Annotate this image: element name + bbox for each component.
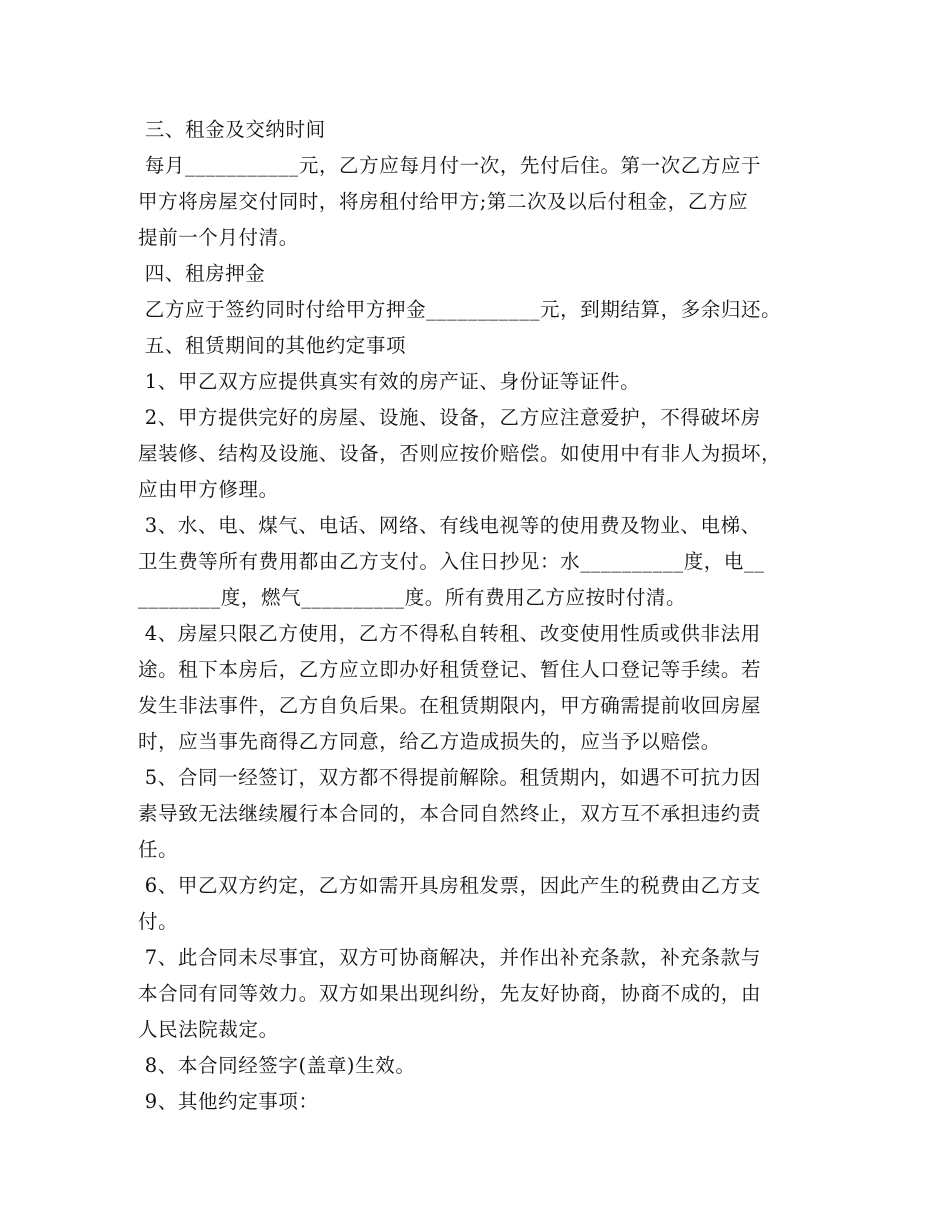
clause-5: 5、合同一经签订，双方都不得提前解除。租赁期内，如遇不可抗力因 bbox=[138, 766, 761, 789]
section-5-heading: 五、租赁期间的其他约定事项 bbox=[138, 334, 407, 357]
text-line: 途。租下本房后，乙方应立即办好租赁登记、暂住人口登记等手续。若 bbox=[138, 658, 762, 681]
clause-7: 7、此合同未尽事宜，双方可协商解决，并作出补充条款，补充条款与 bbox=[138, 946, 761, 969]
clause-3: 3、水、电、煤气、电话、网络、有线电视等的使用费及物业、电梯、 bbox=[138, 514, 761, 537]
clause-2: 2、甲方提供完好的房屋、设施、设备，乙方应注意爱护，不得破坏房 bbox=[138, 406, 761, 429]
section-4-heading: 四、租房押金 bbox=[138, 262, 266, 285]
clause-9: 9、其他约定事项： bbox=[138, 1090, 319, 1113]
text-line: 素导致无法继续履行本合同的，本合同自然终止，双方互不承担违约责 bbox=[138, 802, 762, 825]
text-line: 任。 bbox=[138, 838, 179, 861]
text-line: 屋装修、结构及设施、设备，否则应按价赔偿。如使用中有非人为损坏， bbox=[138, 442, 782, 465]
text-line: 应由甲方修理。 bbox=[138, 478, 279, 501]
text-line: 乙方应于签约同时付给甲方押金___________元，到期结算，多余归还。 bbox=[138, 298, 782, 321]
clause-8: 8、本合同经签字(盖章)生效。 bbox=[138, 1054, 416, 1077]
section-3-heading: 三、租金及交纳时间 bbox=[138, 118, 326, 141]
clause-4: 4、房屋只限乙方使用，乙方不得私自转租、改变使用性质或供非法用 bbox=[138, 622, 761, 645]
text-line: 每月___________元，乙方应每月付一次，先付后住。第一次乙方应于 bbox=[138, 154, 762, 177]
text-line: 发生非法事件，乙方自负后果。在租赁期限内，甲方确需提前收回房屋 bbox=[138, 694, 762, 717]
text-line: 本合同有同等效力。双方如果出现纠纷，先友好协商，协商不成的，由 bbox=[138, 982, 762, 1005]
clause-1: 1、甲乙双方应提供真实有效的房产证、身份证等证件。 bbox=[138, 370, 641, 393]
text-line: 时，应当事先商得乙方同意，给乙方造成损失的，应当予以赔偿。 bbox=[138, 730, 721, 753]
text-line: 提前一个月付清。 bbox=[138, 226, 299, 249]
text-line: 付。 bbox=[138, 910, 179, 933]
text-line: 人民法院裁定。 bbox=[138, 1018, 279, 1041]
clause-6: 6、甲乙双方约定，乙方如需开具房租发票，因此产生的税费由乙方支 bbox=[138, 874, 761, 897]
text-line: ________度，燃气__________度。所有费用乙方应按时付清。 bbox=[138, 586, 687, 609]
text-line: 甲方将房屋交付同时，将房租付给甲方;第二次及以后付租金，乙方应 bbox=[138, 190, 749, 213]
text-line: 卫生费等所有费用都由乙方支付。入住日抄见：水__________度，电__ bbox=[138, 550, 765, 573]
